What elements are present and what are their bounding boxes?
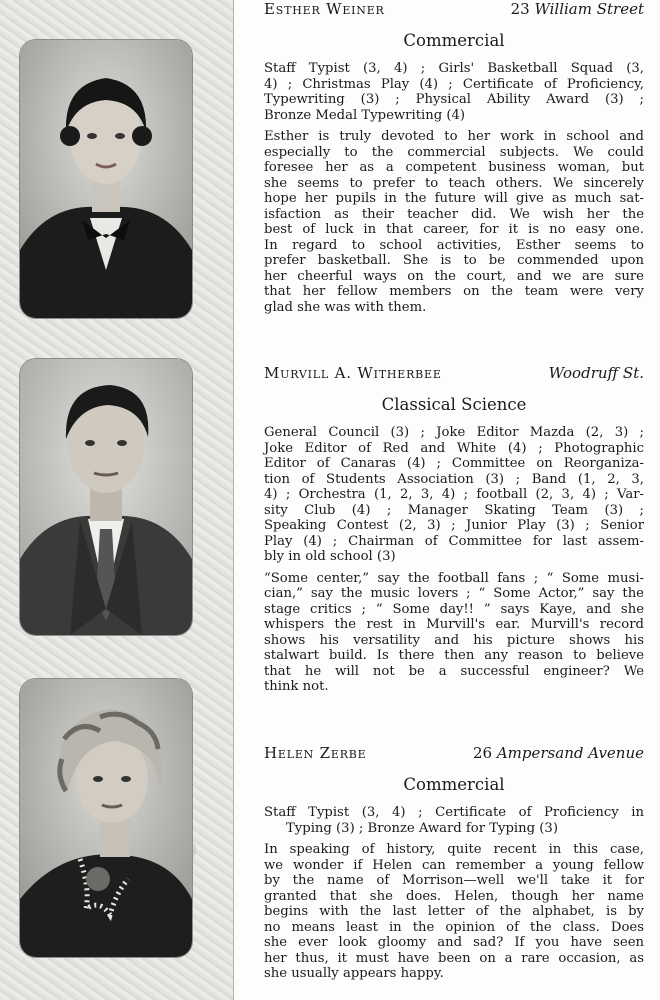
address-number: 23 <box>510 0 530 18</box>
course-title: Commercial <box>403 775 505 794</box>
activity-line: tion of Students Association (3) ; Band (1, 2, 3, <box>264 471 644 487</box>
address-street: Woodruff St. <box>548 364 644 382</box>
bio-line: shows his versatility and his picture shows his <box>264 632 644 648</box>
activity-line: Editor of Canaras (4) ; Committee on Reorganiza- <box>264 456 644 471</box>
bio-line: stage critics ; “ Some day!! ” says Kaye, and she <box>264 601 644 617</box>
bio-line: In regard to school activities, Esther seems to <box>264 237 644 253</box>
bio-line: think not. <box>264 679 329 694</box>
activity-line: 4) ; Orchestra (1, 2, 3, 4) ; football (2, 3, 4) ; Var- <box>264 487 644 502</box>
bio-line: we wonder if Helen can remember a young fellow <box>264 857 644 873</box>
course-title: Classical Science <box>381 395 527 414</box>
address-number: 26 <box>472 744 493 762</box>
course-title: Commercial <box>403 31 505 50</box>
activity-line: Staff Typist (3, 4) ; Certificate of Proficiency in <box>264 805 644 820</box>
bio-line: stalwart build. Is there then any reason to believe <box>264 648 644 663</box>
bio-line: glad she was with them. <box>264 299 427 315</box>
student-name: Murvill A. Witherbee <box>264 364 442 382</box>
bio-line: Esther is truly devoted to her work in school and <box>264 129 644 144</box>
bio-line: hope her pupils in the future will give as much sat- <box>264 191 644 206</box>
bio-line: whispers the rest in Murvill's ear. Murvill's record <box>264 617 644 632</box>
activity-line: bly in old school (3) <box>264 549 396 564</box>
biography-paragraph <box>264 571 644 695</box>
student-name: Esther Weiner <box>264 0 385 18</box>
bio-line: especially to the commercial subjects. We could <box>264 144 644 160</box>
activity-line: Typing (3) ; Bronze Award for Typing (3) <box>286 820 558 836</box>
marbled-sidebar <box>0 0 234 1000</box>
bio-line: that her fellow members on the team were very <box>264 284 644 299</box>
bio-line: by the name of Morrison—well we'll take it for <box>264 873 644 888</box>
address-street: William Street <box>534 0 644 18</box>
bio-line: her cheerful ways on the court, and we are sure <box>264 268 644 284</box>
activity-line: Bronze Medal Typewriting (4) <box>264 107 466 123</box>
student-entry <box>264 366 644 695</box>
bio-line: that he will not be a successful engineer? We <box>264 663 644 679</box>
activity-line: Speaking Contest (2, 3) ; Junior Play (3) ; Senior <box>264 518 644 533</box>
activities-list <box>264 425 644 565</box>
bio-line: her thus, it must have been on a rare occasion, as <box>264 950 644 966</box>
student-address <box>473 746 644 762</box>
portrait-photo-murvill <box>20 359 192 635</box>
address-street: Ampersand Avenue <box>496 744 644 762</box>
portrait-image <box>20 679 192 957</box>
bio-line: no means least in the opinion of the class. Does <box>264 919 644 935</box>
bio-line: she seems to prefer to teach others. We sincerely <box>264 175 644 191</box>
bio-line: she ever look gloomy and sad? If you have seen <box>264 935 644 950</box>
biography-paragraph <box>264 842 644 982</box>
portrait-image <box>20 359 192 635</box>
activity-line: Joke Editor of Red and White (4) ; Photographic <box>264 440 644 456</box>
bio-line: granted that she does. Helen, though her name <box>264 888 644 904</box>
student-entry <box>264 2 644 315</box>
bio-line: best of luck in that career, for it is no easy one. <box>264 222 644 237</box>
student-entry <box>264 746 644 982</box>
activity-line: Typewriting (3) ; Physical Ability Award (3) ; <box>264 92 644 107</box>
bio-line: foresee her as a competent business woman, but <box>264 160 644 175</box>
student-address <box>549 366 644 382</box>
portrait-photo-esther <box>20 40 192 318</box>
bio-line: cian,” say the music lovers ; “ Some Actor,” say the <box>264 586 644 601</box>
activity-line: 4) ; Christmas Play (4) ; Certificate of Proficiency, <box>264 76 644 92</box>
entry-header <box>264 746 644 768</box>
student-name: Helen Zerbe <box>264 744 367 762</box>
activity-line: Play (4) ; Chairman of Committee for last assem- <box>264 533 644 549</box>
biography-paragraph <box>264 129 644 315</box>
activities-list <box>264 805 644 836</box>
activity-line: Staff Typist (3, 4) ; Girls' Basketball Squad (3, <box>264 61 644 76</box>
entry-header <box>264 2 644 24</box>
activities-list <box>264 61 644 123</box>
activity-line: General Council (3) ; Joke Editor Mazda (2, 3) ; <box>264 425 644 440</box>
bio-line: she usually appears happy. <box>264 966 444 981</box>
bio-line: In speaking of history, quite recent in this case, <box>264 842 644 857</box>
portrait-image <box>20 40 192 318</box>
bio-line: isfaction as their teacher did. We wish her the <box>264 206 644 222</box>
bio-line: prefer basketball. She is to be commended upon <box>264 253 644 268</box>
activity-line: sity Club (4) ; Manager Skating Team (3) ; <box>264 502 644 518</box>
entry-header <box>264 366 644 388</box>
bio-line: begins with the last letter of the alphabet, is by <box>264 904 644 919</box>
portrait-photo-helen <box>20 679 192 957</box>
bio-line: “Some center,” say the football fans ; “ Some musi- <box>264 570 644 586</box>
student-address <box>511 2 644 18</box>
